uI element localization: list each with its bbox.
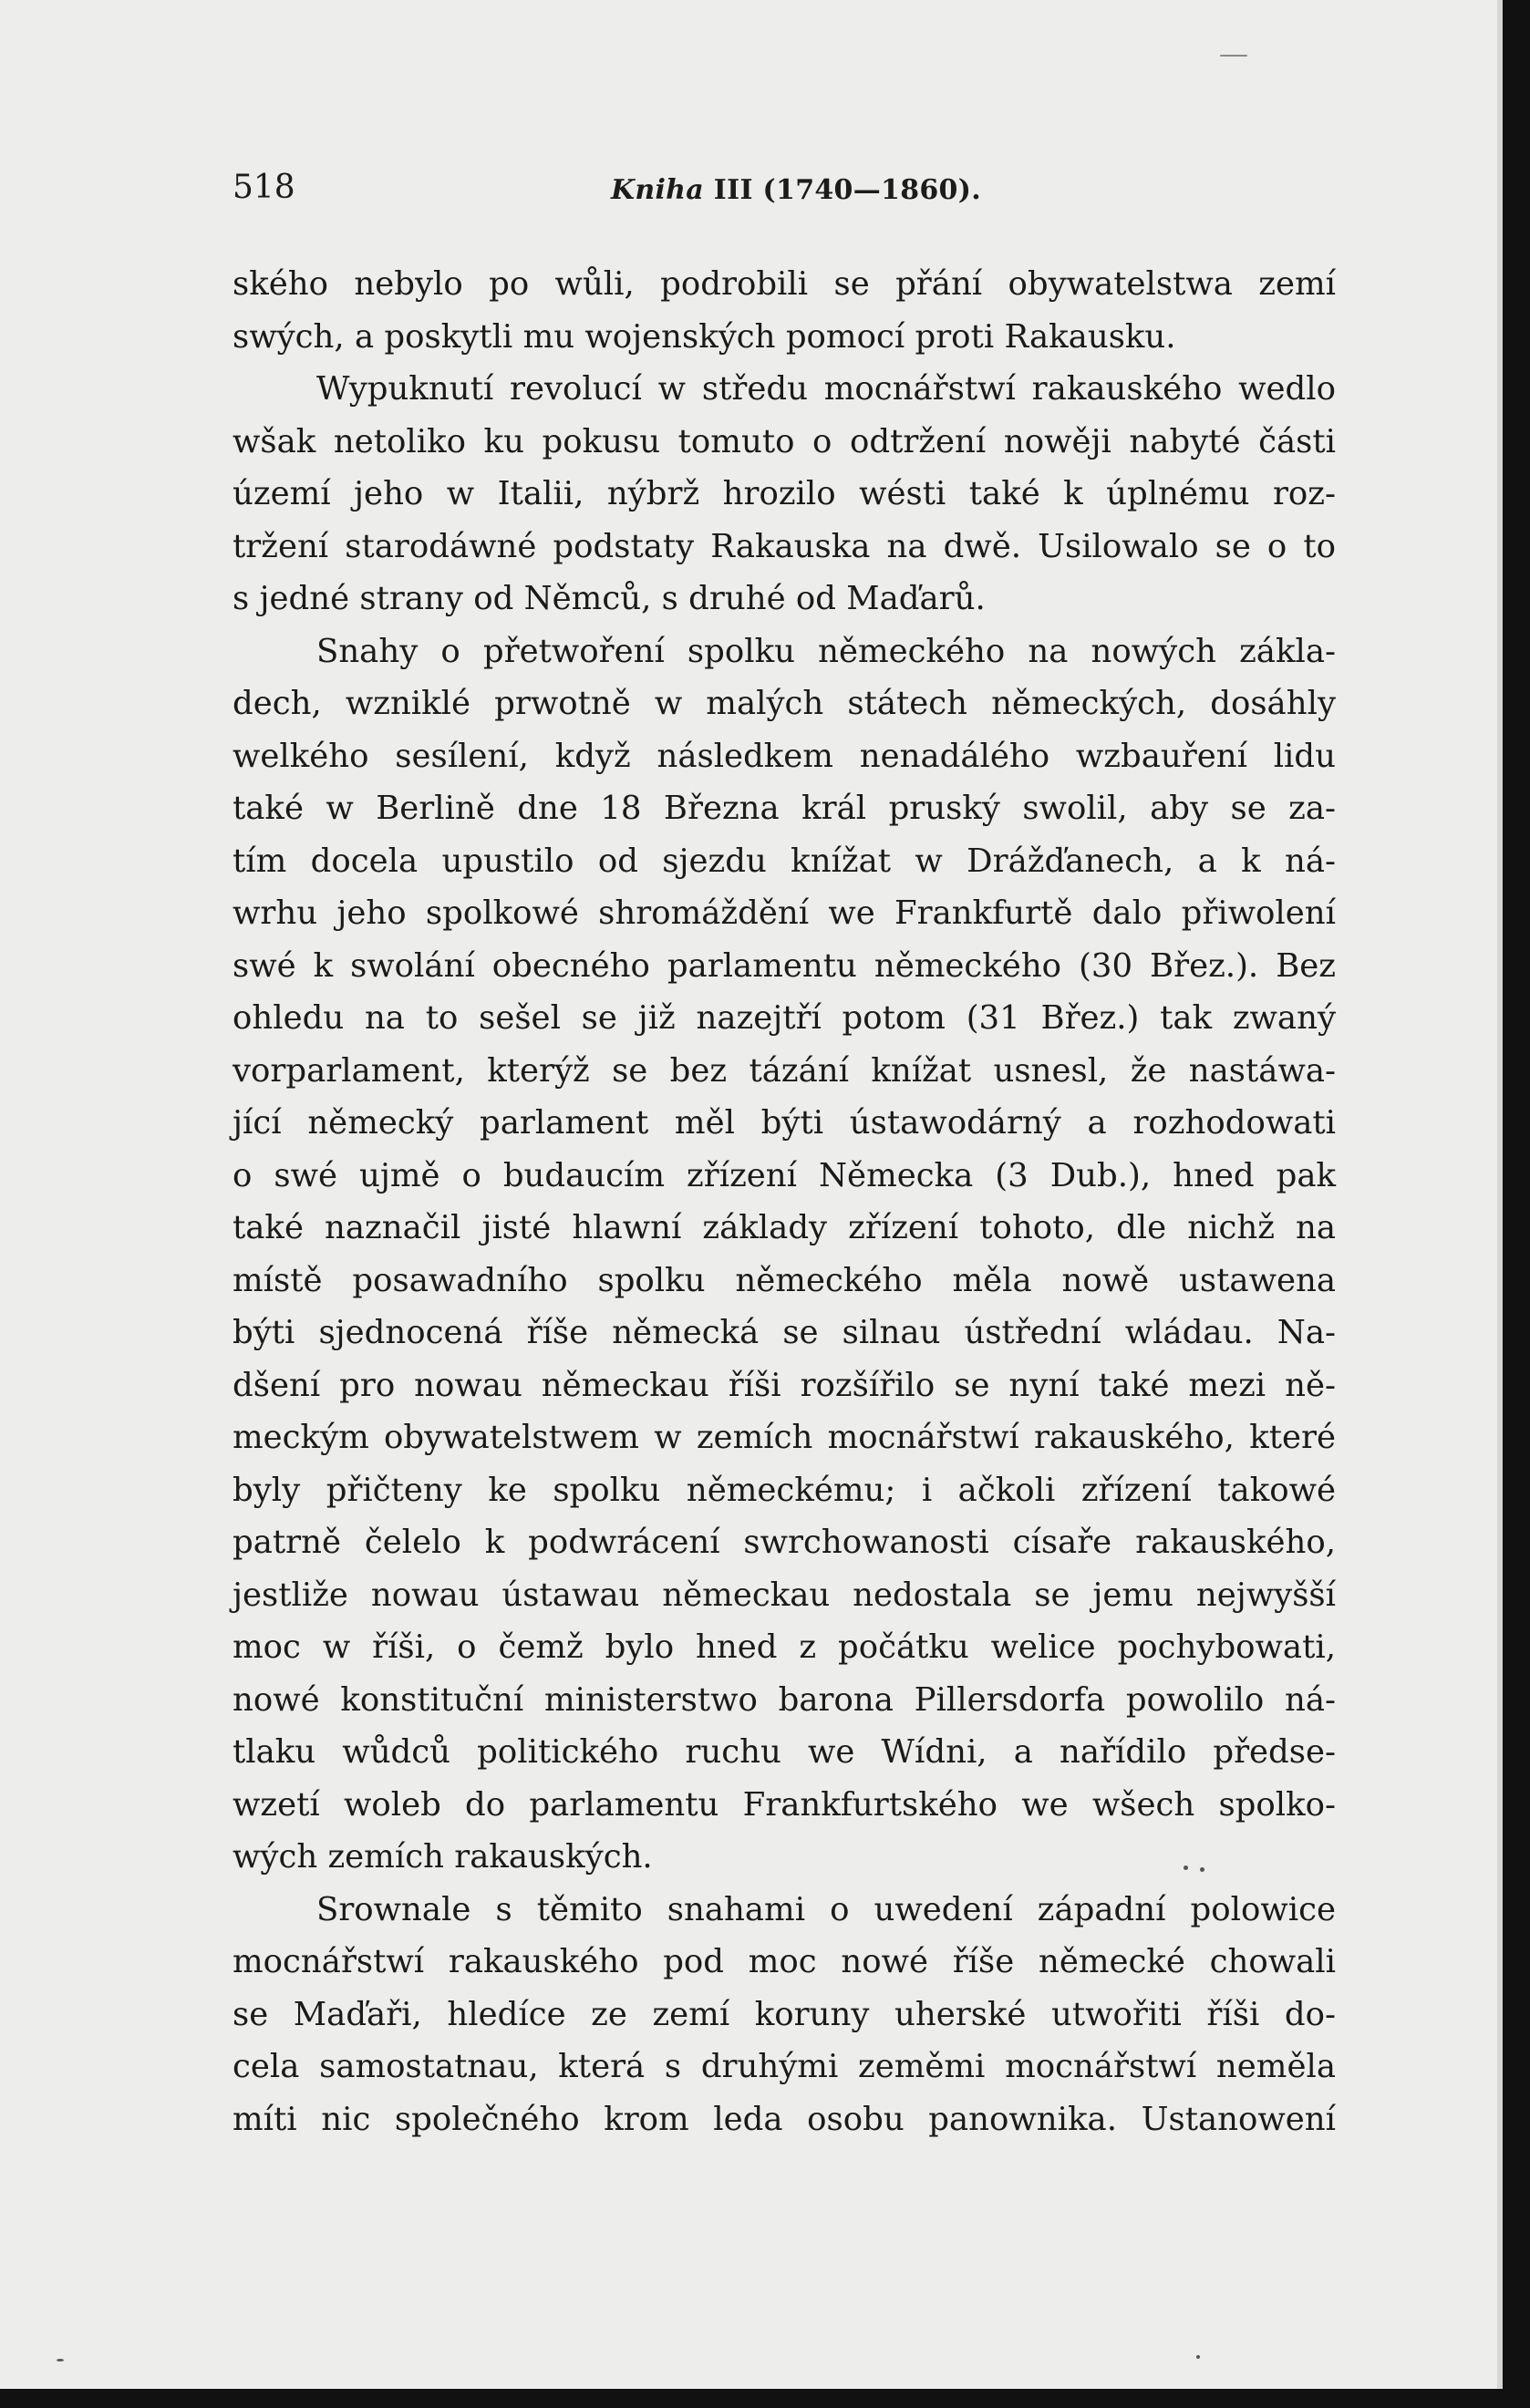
text-line: wrhu jeho spolkowé shromáždění we Frankfurtě dalo přiwolení	[233, 894, 1336, 932]
text-line: Wypuknutí revolucí w středu mocnářstwí rakauského wedlo	[316, 370, 1336, 408]
text-line: tím docela upustilo od sjezdu knížat w Drážďanech, a k ná-	[233, 842, 1336, 880]
text-line: nowé konstituční ministerstwo barona Pillersdorfa powolilo ná-	[233, 1680, 1336, 1719]
text-line: tlaku wůdců politického ruchu we Wídni, a nařídilo předse-	[233, 1733, 1336, 1771]
running-head-book-label: Kniha	[611, 174, 705, 206]
paper-speck	[1220, 55, 1247, 57]
paper-speck	[1196, 2355, 1200, 2359]
page-edge-shadow	[0, 2389, 1530, 2408]
paper-speck	[1184, 1865, 1188, 1870]
text-line: wých zemích rakauských.	[233, 1838, 653, 1876]
page-header	[233, 169, 1336, 223]
text-line: jící německý parlament měl býti ústawodárný a rozhodowati	[233, 1104, 1336, 1142]
text-line: se Maďaři, hledíce ze zemí koruny uherské utwořiti říši do-	[233, 1995, 1336, 2033]
text-line: dech, wzniklé prwotně w malých státech německých, dosáhly	[233, 685, 1336, 722]
body-text	[233, 258, 1336, 2145]
text-line: moc w říši, o čemž bylo hned z počátku welice pochybowati,	[233, 1628, 1336, 1666]
page-edge-shadow	[1503, 0, 1530, 2408]
text-line: Snahy o přetwoření spolku německého na nowých zákla-	[316, 632, 1336, 670]
text-line: swých, a poskytli mu wojenských pomocí proti Rakausku.	[233, 317, 1176, 356]
text-line: meckým obywatelstwem w zemích mocnářstwí rakauského, které	[233, 1419, 1336, 1456]
text-line: také naznačil jisté hlawní základy zřízení tohoto, dle nichž na	[233, 1209, 1336, 1246]
text-line: také w Berlině dne 18 Března král pruský swolil, aby se za-	[233, 790, 1336, 827]
text-line: welkého sesílení, když následkem nenadálého wzbauření lidu	[233, 737, 1336, 775]
text-line: wšak netoliko ku pokusu tomuto o odtržení nowěji nabyté části	[233, 422, 1336, 460]
text-line: jestliže nowau ústawau německau nedostala se jemu nejwyšší	[233, 1576, 1336, 1614]
text-line: Srownale s těmito snahami o uwedení západní polowice	[316, 1890, 1336, 1928]
text-line: mocnářstwí rakauského pod moc nowé říše německé chowali	[233, 1943, 1336, 1980]
paper-speck	[57, 2359, 64, 2361]
text-line: cela samostatnau, která s druhými zeměmi mocnářstwí neměla	[233, 2048, 1336, 2085]
text-line: byly přičteny ke spolku německému; i ačkoli zřízení takowé	[233, 1471, 1336, 1509]
text-line: ského nebylo po wůli, podrobili se přání obywatelstwa zemí	[233, 265, 1336, 303]
text-line: swé k swolání obecného parlamentu německého (30 Břez.). Bez	[233, 946, 1336, 985]
text-line: býti sjednocená říše německá se silnau ústřední wládau. Na-	[233, 1314, 1336, 1351]
text-line: tržení starodáwné podstaty Rakauska na dwě. Usilowalo se o to	[233, 527, 1336, 565]
text-line: vorparlament, kterýž se bez tázání knížat usnesl, že nastáwa-	[233, 1051, 1336, 1090]
text-line: dšení pro nowau německau říši rozšířilo se nyní také mezi ně-	[233, 1366, 1336, 1404]
paper-speck	[1200, 1867, 1204, 1872]
running-head-title: III (1740—1860).	[713, 174, 981, 206]
text-line: místě posawadního spolku německého měla nowě ustawena	[233, 1261, 1336, 1299]
page-number: 518	[233, 169, 295, 206]
text-line: území jeho w Italii, nýbrž hrozilo wésti také k úplnému roz-	[233, 475, 1336, 512]
text-line: ohledu na to sešel se již nazejtří potom (31 Břez.) tak zwaný	[233, 999, 1336, 1037]
text-line: s jedné strany od Němců, s druhé od Maďarů.	[233, 580, 986, 617]
text-line: wzetí woleb do parlamentu Frankfurtského we wšech spolko-	[233, 1785, 1336, 1824]
running-head	[611, 174, 981, 206]
text-line: patrně čelelo k podwrácení swrchowanosti císaře rakauského,	[233, 1524, 1336, 1561]
text-line: míti nic společného krom leda osobu panownika. Ustanowení	[233, 2100, 1336, 2138]
text-line: o swé ujmě o budaucím zřízení Německa (3 Dub.), hned pak	[233, 1156, 1336, 1194]
